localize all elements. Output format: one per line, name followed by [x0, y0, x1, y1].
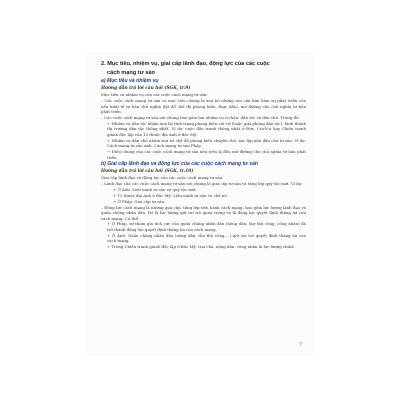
hint-a: Hướng dẫn trả lời câu hỏi (SGK, tr.9) — [101, 85, 191, 91]
paragraph: + Ở Pháp: Giai cấp tư sản. — [113, 198, 166, 204]
paragraph: + Nhiệm vụ dân chủ nhằm xoá bỏ chế độ phong kiến chuyên chế, xác lập nền dân chủ tư sản. Ví dụ: Cách mạng tư sản Anh, Cách mạng tư sản Pháp. — [107, 137, 306, 149]
paragraph: Mục tiêu và nhiệm vụ của các cuộc cách mạng tư sản: — [101, 92, 208, 98]
paragraph: – Các cuộc cách mạng tư sản có mục tiêu chung là xoá bỏ những rào cản kìm hãm sự phát triển của nền kinh tế tư bản chủ nghĩa (lật đổ chế độ phong kiến, thực dân), mở đường cho chủ nghĩa tư bản phát triển. — [101, 98, 306, 115]
subsection-a-title: a) Mục tiêu và nhiệm vụ — [101, 78, 159, 85]
paragraph: Giai cấp lãnh đạo và động lực của các cuộc cách mạng tư sản: — [101, 175, 224, 181]
paragraph: – Động lực cách mạng là những giai cấp, tầng lớp tiến hành cách mạng, bao gồm lực lượng lãnh đạo và quần chúng nhân dân. Đó là lực lượng giữ vai trò quan trọng và là động lực quyết định thắng lợi của cách mạng. Cụ thể: — [101, 204, 306, 221]
section-heading — [101, 60, 306, 77]
book-page — [88, 54, 312, 354]
page-number: 7 — [299, 343, 302, 348]
paragraph: + Ở Pháp, sự tham gia tích cực của quần chúng nhân dân (nông dân, thợ thủ công, công nhân) đã trở thành động lực quyết định thắng lợi của cách mạng. — [107, 221, 306, 232]
heading-line: 2. Mục tiêu, nhiệm vụ, giai cấp lãnh đạo, động lực của các cuộc — [101, 61, 270, 67]
paragraph: – Các cuộc cách mạng tư sản nói chung bao gồm hai nhiệm vụ cơ bản: dân tộc và dân chủ. Trong đó: — [101, 114, 300, 120]
page-content — [101, 60, 306, 250]
paragraph: + Ở Anh: Liên minh tư sản và quý tộc mới. — [113, 186, 197, 192]
subsection-b-title: b) Giai cấp lãnh đạo và động lực của các cuộc cách mạng tư sản — [101, 161, 259, 168]
paragraph: + Ở Anh: Quần chúng nhân dân (nông dân, thợ thủ công,...) giữ vai trò quyết định thắng lợi của cách mạng. — [107, 232, 306, 244]
paragraph: – Lãnh đạo của các cuộc cách mạng tư sản nói chung là giai cấp tư sản và tầng lớp quý tộc mới. Ví dụ: — [101, 181, 303, 187]
paragraph: + Nhiệm vụ dân tộc nhằm xoá bỏ tình trạng phong kiến cát cứ (hoặc giải phóng dân tộc), hình thành thị trường dân tộc thống nhất. Ví dụ: cuộc đấu tranh thống nhất ở Đức, I-ta-li-a hay Chiến tranh giành độc lập của 13 thuộc địa Anh ở Bắc Mỹ. — [107, 120, 306, 137]
paragraph: + Trong Chiến tranh giành độc lập ở Bắc Mỹ, trại chủ, nông dân, công nhân là lực lượng chính. — [107, 244, 296, 250]
paragraph: + 13 thuộc địa Anh ở Bắc Mỹ: Liên minh tư sản và chủ nô. — [113, 192, 228, 198]
heading-line: cách mạng tư sản — [107, 69, 155, 76]
paragraph: → Điều chung của các cuộc cách mạng tư sản nêu trên là đều mở đường cho chủ nghĩa tư bản phát triển. — [107, 149, 306, 160]
hint-b: Hướng dẫn trả lời câu hỏi (SGK, tr.10) — [101, 168, 194, 174]
